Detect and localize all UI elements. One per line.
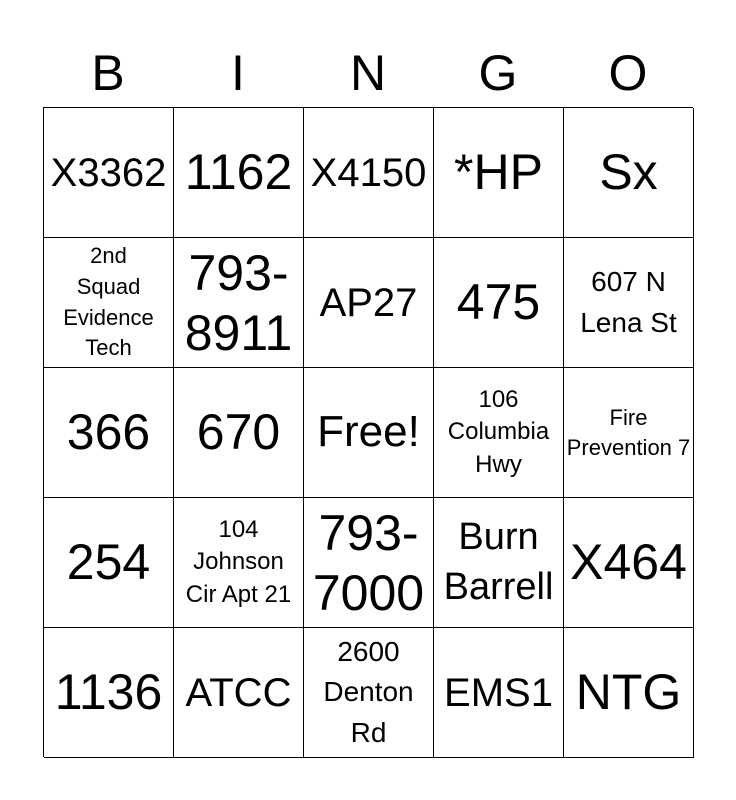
bingo-cell-r1c1[interactable]: X3362	[44, 108, 174, 238]
bingo-header	[43, 38, 693, 108]
bingo-cell-r4c4[interactable]: Burn Barrell	[434, 498, 564, 628]
header-letter-b: B	[91, 45, 125, 101]
bingo-cell-r3c5[interactable]: Fire Prevention 7	[564, 368, 694, 498]
bingo-cell-r3c4[interactable]: 106 Columbia Hwy	[434, 368, 564, 498]
bingo-cell-r3c3[interactable]: Free!	[304, 368, 434, 498]
bingo-board	[43, 107, 693, 757]
header-letter-g: G	[478, 45, 518, 101]
header-letter-i: I	[231, 45, 245, 101]
bingo-cell-r5c5[interactable]: NTG	[564, 628, 694, 758]
bingo-cell-r5c3[interactable]: 2600 Denton Rd	[304, 628, 434, 758]
bingo-cell-r4c2[interactable]: 104 Johnson Cir Apt 21	[174, 498, 304, 628]
bingo-cell-r4c3[interactable]: 793-7000	[304, 498, 434, 628]
bingo-cell-r1c2[interactable]: 1162	[174, 108, 304, 238]
bingo-cell-r4c5[interactable]: X464	[564, 498, 694, 628]
bingo-cell-r3c1[interactable]: 366	[44, 368, 174, 498]
bingo-cell-r1c3[interactable]: X4150	[304, 108, 434, 238]
bingo-cell-r3c2[interactable]: 670	[174, 368, 304, 498]
bingo-cell-r2c1[interactable]: 2nd Squad Evidence Tech	[44, 238, 174, 368]
bingo-cell-r4c1[interactable]: 254	[44, 498, 174, 628]
bingo-cell-r2c5[interactable]: 607 N Lena St	[564, 238, 694, 368]
bingo-cell-r2c4[interactable]: 475	[434, 238, 564, 368]
bingo-cell-r1c4[interactable]: *HP	[434, 108, 564, 238]
bingo-cell-r2c3[interactable]: AP27	[304, 238, 434, 368]
bingo-cell-r2c2[interactable]: 793-8911	[174, 238, 304, 368]
header-letter-o: O	[608, 45, 648, 101]
bingo-cell-r1c5[interactable]: Sx	[564, 108, 694, 238]
bingo-cell-r5c4[interactable]: EMS1	[434, 628, 564, 758]
header-letter-n: N	[349, 45, 387, 101]
bingo-cell-r5c2[interactable]: ATCC	[174, 628, 304, 758]
bingo-cell-r5c1[interactable]: 1136	[44, 628, 174, 758]
